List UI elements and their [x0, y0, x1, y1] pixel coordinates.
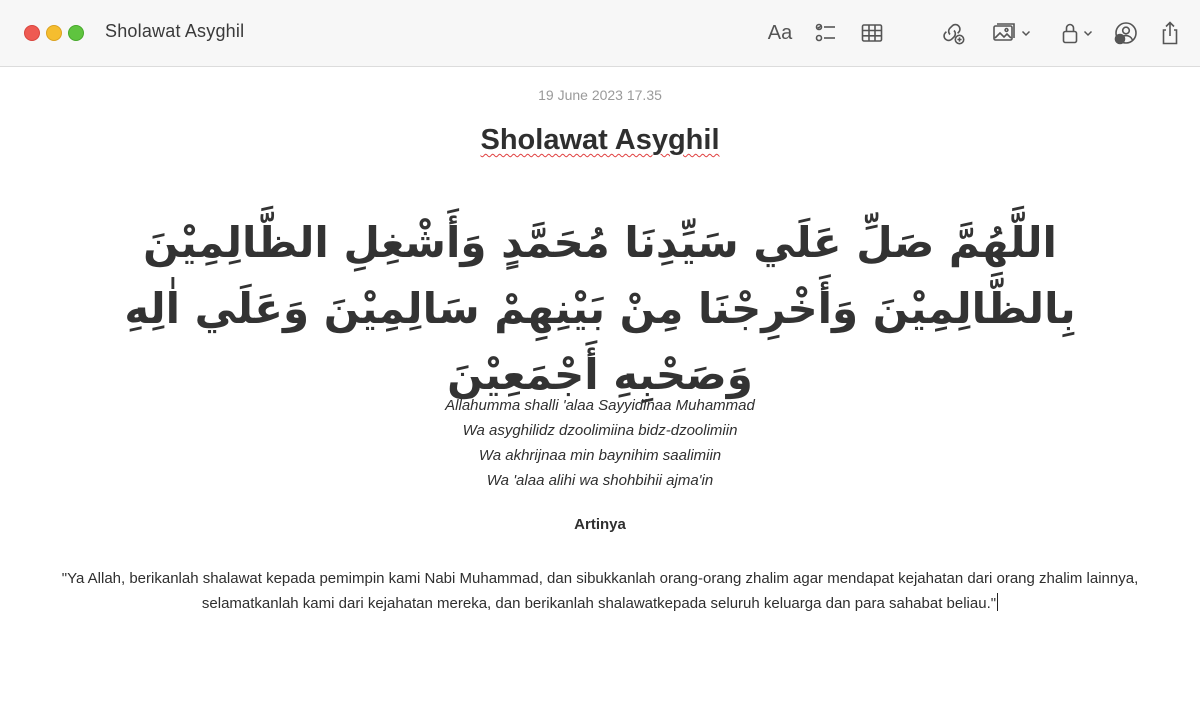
minimize-window-button[interactable]: [46, 25, 62, 41]
translation-line: selamatkanlah kami dari kejahatan mereka, dan berikanlah shalawatkepada seluruh keluarga dan para sahabat beliau.": [201, 595, 997, 612]
checklist-icon: [814, 21, 838, 45]
table-icon: [860, 21, 884, 45]
latin-line: Wa 'alaa alihi wa shohbihii ajma'in: [486, 472, 714, 489]
table-button[interactable]: [858, 18, 886, 48]
latin-transliteration[interactable]: [0, 393, 1200, 493]
chevron-down-icon: [1083, 28, 1093, 38]
collaborate-icon: [940, 20, 966, 46]
note-title-text: Sholawat Asyghil: [480, 124, 720, 156]
title-bar: [0, 0, 1200, 67]
share-user-icon: [1113, 20, 1139, 46]
translation-line: "Ya Allah, berikanlah shalawat kepada pemimpin kami Nabi Muhammad, dan sibukkanlah orang-orang zhalim agar mendapat kejahatan dari orang zhalim lainnya,: [61, 570, 1139, 587]
format-button[interactable]: Aa: [767, 21, 793, 44]
lock-button[interactable]: [1056, 18, 1096, 48]
arabic-text[interactable]: اللَّهُمَّ صَلِّ عَلَي سَيِّدِنَا مُحَمَّدٍ وَأَشْغِلِ الظَّالِمِيْنَ بِالظَّالِمِيْنَ وَأَخْرِجْنَا مِنْ بَيْنِهِمْ سَالِمِيْنَ وَعَلَي اٰلِهِ وَصَحْبِهِ أَجْمَعِيْنَ: [124, 218, 1076, 399]
translation-line-2: [30, 591, 1170, 616]
zoom-window-button[interactable]: [68, 25, 84, 41]
latin-line: Allahumma shalli 'alaa Sayyidinaa Muhammad: [445, 397, 755, 414]
share-icon: [1159, 20, 1181, 46]
window-title: Sholawat Asyghil: [105, 21, 245, 41]
chevron-down-icon: [1021, 28, 1031, 38]
note-title[interactable]: [0, 124, 1200, 157]
lock-icon: [1060, 21, 1080, 45]
share-user-button[interactable]: [1111, 18, 1141, 48]
media-button[interactable]: [986, 18, 1036, 48]
meaning-heading: Artinya: [574, 516, 626, 533]
close-window-button[interactable]: [24, 25, 40, 41]
translation-text[interactable]: [30, 566, 1170, 616]
latin-line: Wa asyghilidz dzoolimiina bidz-dzoolimiin: [462, 422, 738, 439]
checklist-button[interactable]: [812, 18, 840, 48]
media-icon: [992, 21, 1018, 45]
note-date: 19 June 2023 17.35: [538, 87, 662, 103]
collaborate-button[interactable]: [938, 18, 968, 48]
latin-line: Wa akhrijnaa min baynihim saalimiin: [478, 447, 722, 464]
text-cursor: [997, 593, 998, 611]
share-button[interactable]: [1156, 18, 1184, 48]
